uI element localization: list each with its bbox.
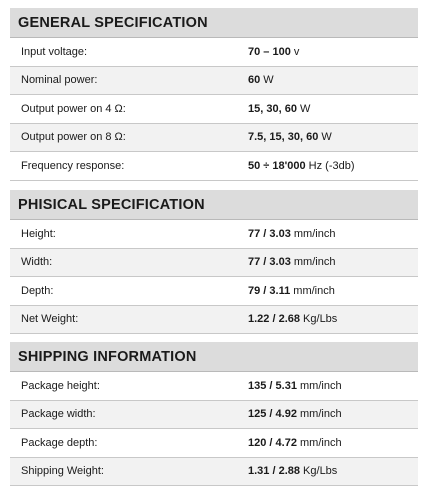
spec-row-height — [10, 220, 418, 249]
section-title: PHISICAL SPECIFICATION — [10, 190, 418, 220]
spec-value-unit: mm/inch — [296, 408, 342, 421]
spec-row-width — [10, 249, 418, 278]
spec-value-number: 135 / 5.31 — [248, 379, 297, 392]
spec-row-output-power-8ohm — [10, 124, 418, 153]
spec-value-unit: W — [260, 74, 274, 87]
spec-row-frequency-response — [10, 152, 418, 181]
spec-value-number: 50 ÷ 18'000 — [248, 159, 306, 172]
spec-value — [248, 465, 418, 477]
spec-label: Output power on 8 Ω: — [21, 131, 126, 144]
spec-value-number: 77 / 3.03 — [248, 256, 291, 269]
spec-value-unit: v — [290, 45, 300, 58]
spec-value-number: 120 / 4.72 — [248, 436, 297, 449]
spec-value-number: 79 / 3.11 — [248, 284, 291, 297]
spec-row-shipping-weight — [10, 458, 418, 487]
spec-value-number: 125 / 4.92 — [248, 408, 297, 421]
spec-value-unit: W — [318, 131, 332, 144]
spec-value — [248, 160, 418, 172]
spec-value-number: 70 – 100 — [248, 45, 291, 58]
spec-label: Package height: — [21, 379, 100, 392]
spec-value-unit: Hz (-3db) — [305, 159, 355, 172]
spec-value — [248, 103, 418, 115]
spec-label: Frequency response: — [21, 159, 125, 172]
spec-value-number: 77 / 3.03 — [248, 227, 291, 240]
spec-row-package-width — [10, 401, 418, 430]
spec-value-unit: Kg/Lbs — [300, 465, 338, 478]
spec-value-number: 60 — [248, 74, 261, 87]
spec-value-number: 1.31 / 2.88 — [248, 465, 300, 478]
spec-label: Output power on 4 Ω: — [21, 102, 126, 115]
spec-value — [248, 285, 418, 297]
spec-row-net-weight — [10, 306, 418, 335]
spec-value — [248, 408, 418, 420]
spec-row-package-height — [10, 372, 418, 401]
section-title: GENERAL SPECIFICATION — [10, 8, 418, 38]
spec-value-unit: mm/inch — [290, 256, 336, 269]
spec-value-number: 15, 30, 60 — [248, 102, 297, 115]
spec-label: Package width: — [21, 408, 96, 421]
shipping-information-section — [10, 342, 418, 486]
spec-label: Depth: — [21, 284, 54, 297]
spec-row-depth — [10, 277, 418, 306]
physical-specification-section — [10, 190, 418, 334]
spec-row-output-power-4ohm — [10, 95, 418, 124]
spec-label: Nominal power: — [21, 74, 98, 87]
spec-row-nominal-power — [10, 67, 418, 96]
section-title: SHIPPING INFORMATION — [10, 342, 418, 372]
spec-row-input-voltage — [10, 38, 418, 67]
spec-value-unit: mm/inch — [290, 284, 335, 297]
spec-value — [248, 131, 418, 143]
spec-value — [248, 313, 418, 325]
spec-label: Height: — [21, 227, 56, 240]
spec-value — [248, 437, 418, 449]
spec-label: Package depth: — [21, 436, 98, 449]
spec-value-unit: mm/inch — [296, 436, 342, 449]
spec-value-unit: mm/inch — [296, 379, 342, 392]
spec-value — [248, 228, 418, 240]
spec-value-number: 7.5, 15, 30, 60 — [248, 131, 319, 144]
spec-value — [248, 256, 418, 268]
spec-value — [248, 74, 418, 86]
spec-value-number: 1.22 / 2.68 — [248, 313, 300, 326]
spec-value-unit: Kg/Lbs — [300, 313, 338, 326]
spec-label: Width: — [21, 256, 53, 269]
spec-value — [248, 380, 418, 392]
spec-value — [248, 46, 418, 58]
general-specification-section — [10, 8, 418, 181]
spec-value-unit: mm/inch — [290, 227, 336, 240]
spec-label: Input voltage: — [21, 45, 88, 58]
spec-label: Shipping Weight: — [21, 465, 104, 478]
spec-value-unit: W — [296, 102, 311, 115]
spec-row-package-depth — [10, 429, 418, 458]
spec-label: Net Weight: — [21, 313, 79, 326]
